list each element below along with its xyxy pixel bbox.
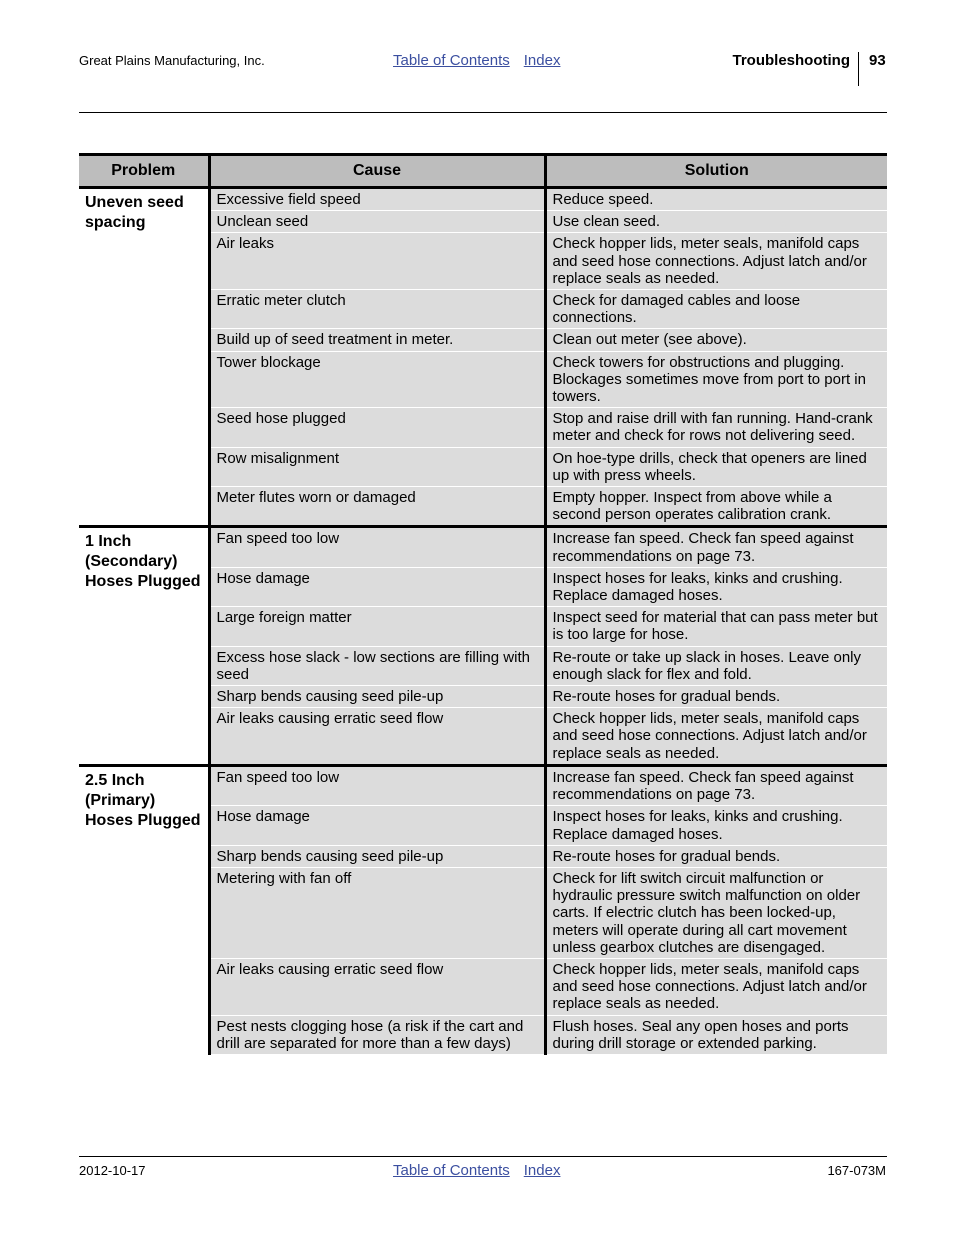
solution-cell: Re-route or take up slack in hoses. Leave only enough slack for flex and fold. — [545, 646, 887, 685]
cause-cell: Unclean seed — [209, 211, 545, 233]
column-header-cause: Cause — [209, 155, 545, 188]
troubleshooting-table — [79, 153, 887, 1055]
solution-cell: Empty hopper. Inspect from above while a second person operates calibration crank. — [545, 487, 887, 527]
solution-cell: Use clean seed. — [545, 211, 887, 233]
solution-cell: Inspect hoses for leaks, kinks and crushing. Replace damaged hoses. — [545, 567, 887, 606]
footer-nav — [393, 1162, 560, 1179]
solution-cell: Re-route hoses for gradual bends. — [545, 686, 887, 708]
cause-cell: Air leaks — [209, 233, 545, 290]
table-row — [79, 765, 887, 805]
cause-cell: Air leaks causing erratic seed flow — [209, 708, 545, 766]
cause-cell: Metering with fan off — [209, 867, 545, 958]
cause-cell: Fan speed too low — [209, 765, 545, 805]
cause-cell: Excessive field speed — [209, 188, 545, 211]
solution-cell: Inspect seed for material that can pass meter but is too large for hose. — [545, 607, 887, 646]
solution-cell: Re-route hoses for gradual bends. — [545, 845, 887, 867]
table-header-row — [79, 155, 887, 188]
footer-rule — [79, 1156, 887, 1157]
column-header-solution: Solution — [545, 155, 887, 188]
cause-cell: Air leaks causing erratic seed flow — [209, 958, 545, 1015]
solution-cell: Inspect hoses for leaks, kinks and crushing. Replace damaged hoses. — [545, 806, 887, 845]
solution-cell: Flush hoses. Seal any open hoses and ports during drill storage or extended parking. — [545, 1015, 887, 1054]
solution-cell: On hoe-type drills, check that openers are lined up with press wheels. — [545, 447, 887, 486]
column-header-problem: Problem — [79, 155, 209, 188]
header-divider — [858, 52, 859, 86]
solution-cell: Check for damaged cables and loose connections. — [545, 290, 887, 329]
page-number: 93 — [869, 52, 886, 69]
cause-cell: Fan speed too low — [209, 527, 545, 567]
document-number: 167-073M — [827, 1163, 886, 1178]
solution-cell: Check hopper lids, meter seals, manifold caps and seed hose connections. Adjust latch and/or replace seals as needed. — [545, 958, 887, 1015]
cause-cell: Hose damage — [209, 806, 545, 845]
solution-cell: Check for lift switch circuit malfunction or hydraulic pressure switch malfunction on older carts. If electric clutch has been locked-up, meters will operate during all cart movement unless gearbox clutches are disengaged. — [545, 867, 887, 958]
section-title: Troubleshooting — [732, 52, 850, 69]
solution-cell: Stop and raise drill with fan running. Hand-crank meter and check for rows not delivering seed. — [545, 408, 887, 447]
index-link[interactable]: Index — [523, 52, 561, 69]
solution-cell: Clean out meter (see above). — [545, 329, 887, 351]
cause-cell: Tower blockage — [209, 351, 545, 408]
solution-cell: Increase fan speed. Check fan speed against recommendations on page 73. — [545, 527, 887, 567]
cause-cell: Hose damage — [209, 567, 545, 606]
solution-cell: Check towers for obstructions and plugging. Blockages sometimes move from port to port in towers. — [545, 351, 887, 408]
cause-cell: Meter flutes worn or damaged — [209, 487, 545, 527]
footer-toc-link[interactable]: Table of Contents — [393, 1162, 510, 1179]
table-row — [79, 527, 887, 567]
table-row — [79, 188, 887, 211]
cause-cell: Pest nests clogging hose (a risk if the cart and drill are separated for more than a few days) — [209, 1015, 545, 1054]
header-rule — [79, 112, 887, 113]
problem-cell: Uneven seed spacing — [79, 188, 209, 527]
cause-cell: Build up of seed treatment in meter. — [209, 329, 545, 351]
cause-cell: Large foreign matter — [209, 607, 545, 646]
footer-date: 2012-10-17 — [79, 1163, 146, 1178]
solution-cell: Increase fan speed. Check fan speed against recommendations on page 73. — [545, 765, 887, 805]
footer-index-link[interactable]: Index — [523, 1162, 561, 1179]
solution-cell: Reduce speed. — [545, 188, 887, 211]
company-name: Great Plains Manufacturing, Inc. — [79, 53, 265, 68]
cause-cell: Row misalignment — [209, 447, 545, 486]
toc-link[interactable]: Table of Contents — [393, 52, 510, 69]
cause-cell: Seed hose plugged — [209, 408, 545, 447]
cause-cell: Excess hose slack - low sections are filling with seed — [209, 646, 545, 685]
cause-cell: Sharp bends causing seed pile-up — [209, 686, 545, 708]
cause-cell: Sharp bends causing seed pile-up — [209, 845, 545, 867]
cause-cell: Erratic meter clutch — [209, 290, 545, 329]
solution-cell: Check hopper lids, meter seals, manifold caps and seed hose connections. Adjust latch and/or replace seals as needed. — [545, 233, 887, 290]
solution-cell: Check hopper lids, meter seals, manifold caps and seed hose connections. Adjust latch and/or replace seals as needed. — [545, 708, 887, 766]
problem-cell: 2.5 Inch (Primary) Hoses Plugged — [79, 765, 209, 1054]
problem-cell: 1 Inch (Secondary) Hoses Plugged — [79, 527, 209, 765]
header-nav — [393, 52, 560, 69]
